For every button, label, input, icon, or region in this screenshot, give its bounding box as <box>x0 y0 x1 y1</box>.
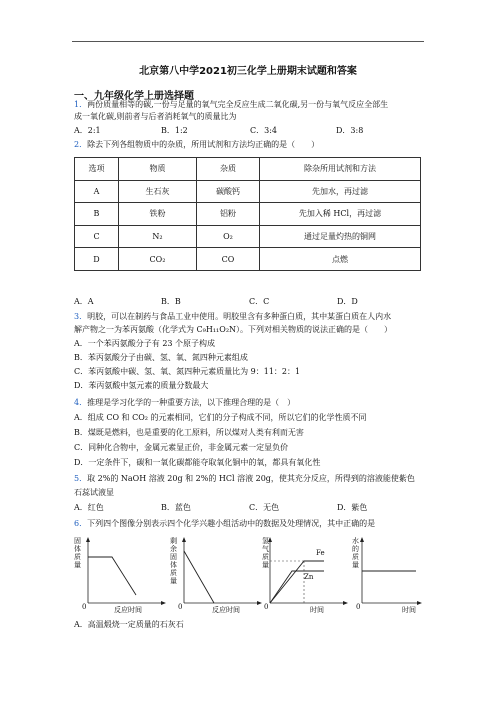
q4-option-d: D．一定条件下，碳和一氧化碳都能夺取氧化铜中的氧，都具有氧化性 <box>74 458 321 467</box>
q3-option-b: B．苯丙氨酸分子由碳、氢、氧、氮四种元素组成 <box>74 353 248 362</box>
graph-1-ylabel: 固体质量 <box>74 537 81 569</box>
table-cell: 铁粉 <box>119 203 197 226</box>
q2-option-b: B．B <box>161 297 181 306</box>
table-cell: A <box>75 180 119 203</box>
graph-2-plot <box>170 537 260 615</box>
graph-4-origin: 0 <box>356 603 361 611</box>
table-cell: D <box>75 248 119 271</box>
q6-stem: 6．下列四个图像分别表示四个化学兴趣小组活动中的数据及处理情况，其中正确的是 <box>74 519 376 528</box>
q2-option-a: A．A <box>74 297 94 306</box>
q1-option-d: D．3:8 <box>336 126 364 135</box>
q3-option-c: C．苯丙氨酸中碳、氢、氧、氮四种元素质量比为 9：11：2：1 <box>74 367 301 376</box>
graph-3 <box>262 537 350 615</box>
impurity-table <box>74 157 421 271</box>
table-cell: 先加水，再过滤 <box>260 180 421 203</box>
section-heading: 一、九年级化学上册选择题 <box>74 91 194 102</box>
header-rule <box>72 41 424 42</box>
q5-option-d: D．紫色 <box>337 503 368 512</box>
table-cell: 点燃 <box>260 248 421 271</box>
q3-line1: 3．明胶，可以在制药与食品工业中使用。明胶里含有多种蛋白质，其中某蛋白质在人内水 <box>74 312 392 321</box>
graph-3-curve-zn: Zn <box>304 573 314 581</box>
graph-2 <box>170 537 260 615</box>
graph-1-xlabel: 反应时间 <box>114 606 142 614</box>
q1-option-c: C．3:4 <box>250 126 277 135</box>
q5-line1: 5．取 2%的 NaOH 溶液 20g 和 2%的 HCl 溶液 20g，使其充分反应，所得到的溶液能使紫色 <box>74 474 415 483</box>
table-cell: C <box>75 225 119 248</box>
table-cell: 通过足量灼热的铜网 <box>260 225 421 248</box>
q1-options <box>74 125 374 137</box>
table-cell: N₂ <box>119 225 197 248</box>
q6-option-a: A．高温煅烧一定质量的石灰石 <box>74 620 184 629</box>
q2-option-d: D．D <box>337 297 358 306</box>
graph-4-xlabel: 时间 <box>402 606 416 614</box>
q6-number: 6． <box>74 519 88 528</box>
graph-3-ylabel: 氢气质量 <box>262 537 269 569</box>
table-header-cell: 物质 <box>119 158 197 181</box>
q3-line2: 解产物之一为苯丙氨酸（化学式为 C₉H₁₁O₂N）。下列对相关物质的说法正确的是（ ） <box>74 325 393 334</box>
table-row <box>75 225 421 248</box>
table-row <box>75 248 421 271</box>
table-cell: CO₂ <box>119 248 197 271</box>
graph-2-origin: 0 <box>178 603 183 611</box>
graph-2-ylabel: 剩余固体质量 <box>170 537 177 585</box>
table-row <box>75 203 421 226</box>
q5-option-a: A．红色 <box>74 503 104 512</box>
q2-option-c: C．C <box>249 297 270 306</box>
graph-3-curve-fe: Fe <box>316 549 325 557</box>
graph-4-plot <box>352 537 424 615</box>
q1-option-b: B．1:2 <box>161 126 188 135</box>
graph-4-ylabel: 水的质量 <box>352 537 359 569</box>
q2-options <box>74 296 394 308</box>
graph-1-plot <box>74 537 164 615</box>
table-cell: 碳酸钙 <box>197 180 260 203</box>
table-cell: O₂ <box>197 225 260 248</box>
q5-line2: 石蕊试液显 <box>74 488 114 497</box>
q5-option-c: C．无色 <box>249 503 280 512</box>
q2-number: 2． <box>74 140 88 149</box>
graph-3-xlabel: 时间 <box>310 606 324 614</box>
q2-stem: 2．除去下列各组物质中的杂质，所用试剂和方法均正确的是（ ） <box>74 140 320 149</box>
q3-option-a: A．一个苯丙氨酸分子有 23 个原子构成 <box>74 339 216 348</box>
graph-1-origin: 0 <box>82 603 87 611</box>
q4-stem: 4．推理是学习化学的一种重要方法，以下推理合理的是（ ） <box>74 398 296 407</box>
graph-3-origin: 0 <box>264 603 269 611</box>
q1-line1: 1．两份质量相等的碳,一份与足量的氧气完全反应生成二氧化碳,另一份与氧气反应全部生 <box>74 100 389 109</box>
graph-4 <box>352 537 424 615</box>
table-header-cell: 选项 <box>75 158 119 181</box>
table-cell: CO <box>197 248 260 271</box>
table-cell: 生石灰 <box>119 180 197 203</box>
q1-line2: 成一氧化碳,则前者与后者消耗氧气的质量比为 <box>74 112 237 121</box>
q3-number: 3． <box>74 312 88 321</box>
page-title: 北京第八中学2021初三化学上册期末试题和答案 <box>139 66 357 77</box>
graph-2-xlabel: 反应时间 <box>212 606 240 614</box>
table-cell: 铝粉 <box>197 203 260 226</box>
q4-option-a: A．组成 CO 和 CO₂ 的元素相同，它们的分子构成不同，所以它们的化学性质不同 <box>74 413 367 422</box>
table-header-cell: 除杂所用试剂和方法 <box>260 158 421 181</box>
q5-options <box>74 502 374 514</box>
q1-number: 1． <box>74 100 88 109</box>
q4-option-c: C．同种化合物中，金属元素显正价，非金属元素一定显负价 <box>74 443 289 452</box>
q5-number: 5． <box>74 474 88 483</box>
q4-number: 4． <box>74 398 88 407</box>
table-header-cell: 杂质 <box>197 158 260 181</box>
q3-option-d: D．苯丙氨酸中氢元素的质量分数最大 <box>74 381 209 390</box>
table-cell: 先加入稀 HCl，再过滤 <box>260 203 421 226</box>
table-cell: B <box>75 203 119 226</box>
q4-option-b: B．煤既是燃料，也是重要的化工原料，所以煤对人类有利而无害 <box>74 428 304 437</box>
q1-option-a: A．2:1 <box>74 126 101 135</box>
table-row <box>75 180 421 203</box>
graph-1 <box>74 537 164 615</box>
table-header-row <box>75 158 421 181</box>
q5-option-b: B．蓝色 <box>161 503 191 512</box>
